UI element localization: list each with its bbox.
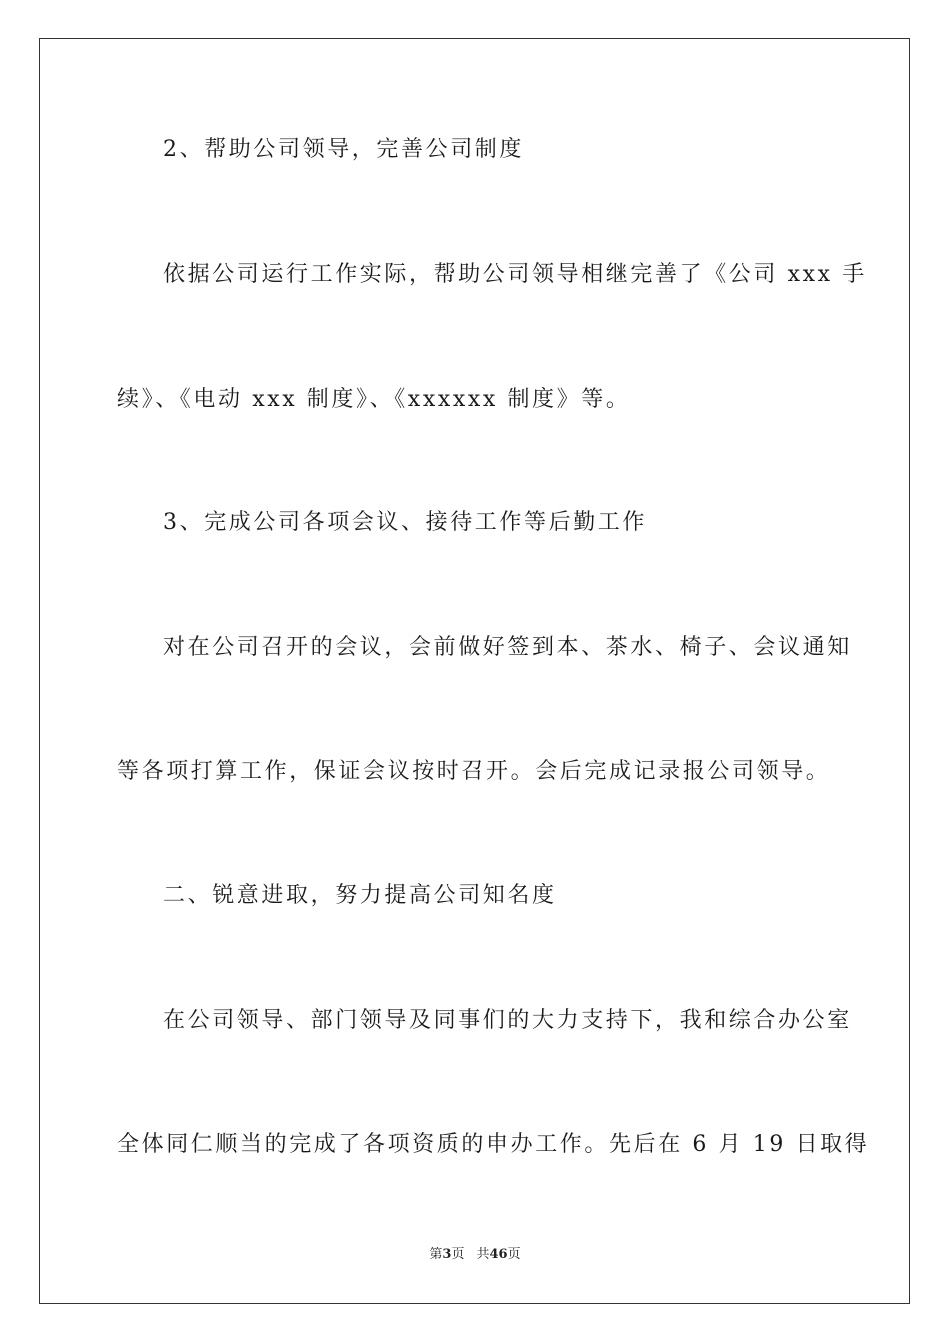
total-suffix: 页 (507, 1247, 521, 1262)
page-border (39, 38, 910, 1304)
heading-line: 2、帮助公司领导，完善公司制度 (163, 137, 524, 162)
paragraph-line: 等各项打算工作，保证会议按时召开。会后完成记录报公司领导。 (117, 759, 831, 784)
paragraph-line: 对在公司召开的会议，会前做好签到本、茶水、椅子、会议通知 (163, 635, 852, 660)
paragraph-line: 在公司领导、部门领导及同事们的大力支持下，我和综合办公室 (163, 1008, 852, 1033)
paragraph-line: 全体同仁顺当的完成了各项资质的申办工作。先后在 6 月 19 日取得 (117, 1132, 870, 1157)
total-prefix: 共 (476, 1247, 490, 1262)
total-pages: 46 (489, 1247, 508, 1262)
page-prefix: 第 (429, 1247, 443, 1262)
page-footer (0, 1246, 950, 1264)
page-number: 3 (442, 1247, 452, 1262)
paragraph-line: 续》、《电动 xxx 制度》、《xxxxxx 制度》等。 (117, 387, 631, 412)
heading-line: 3、完成公司各项会议、接待工作等后勤工作 (163, 510, 647, 535)
page-suffix: 页 (451, 1247, 465, 1262)
heading-line: 二、锐意进取，努力提高公司知名度 (163, 883, 557, 908)
paragraph-line: 依据公司运行工作实际，帮助公司领导相继完善了《公司 xxx 手 (163, 262, 867, 287)
